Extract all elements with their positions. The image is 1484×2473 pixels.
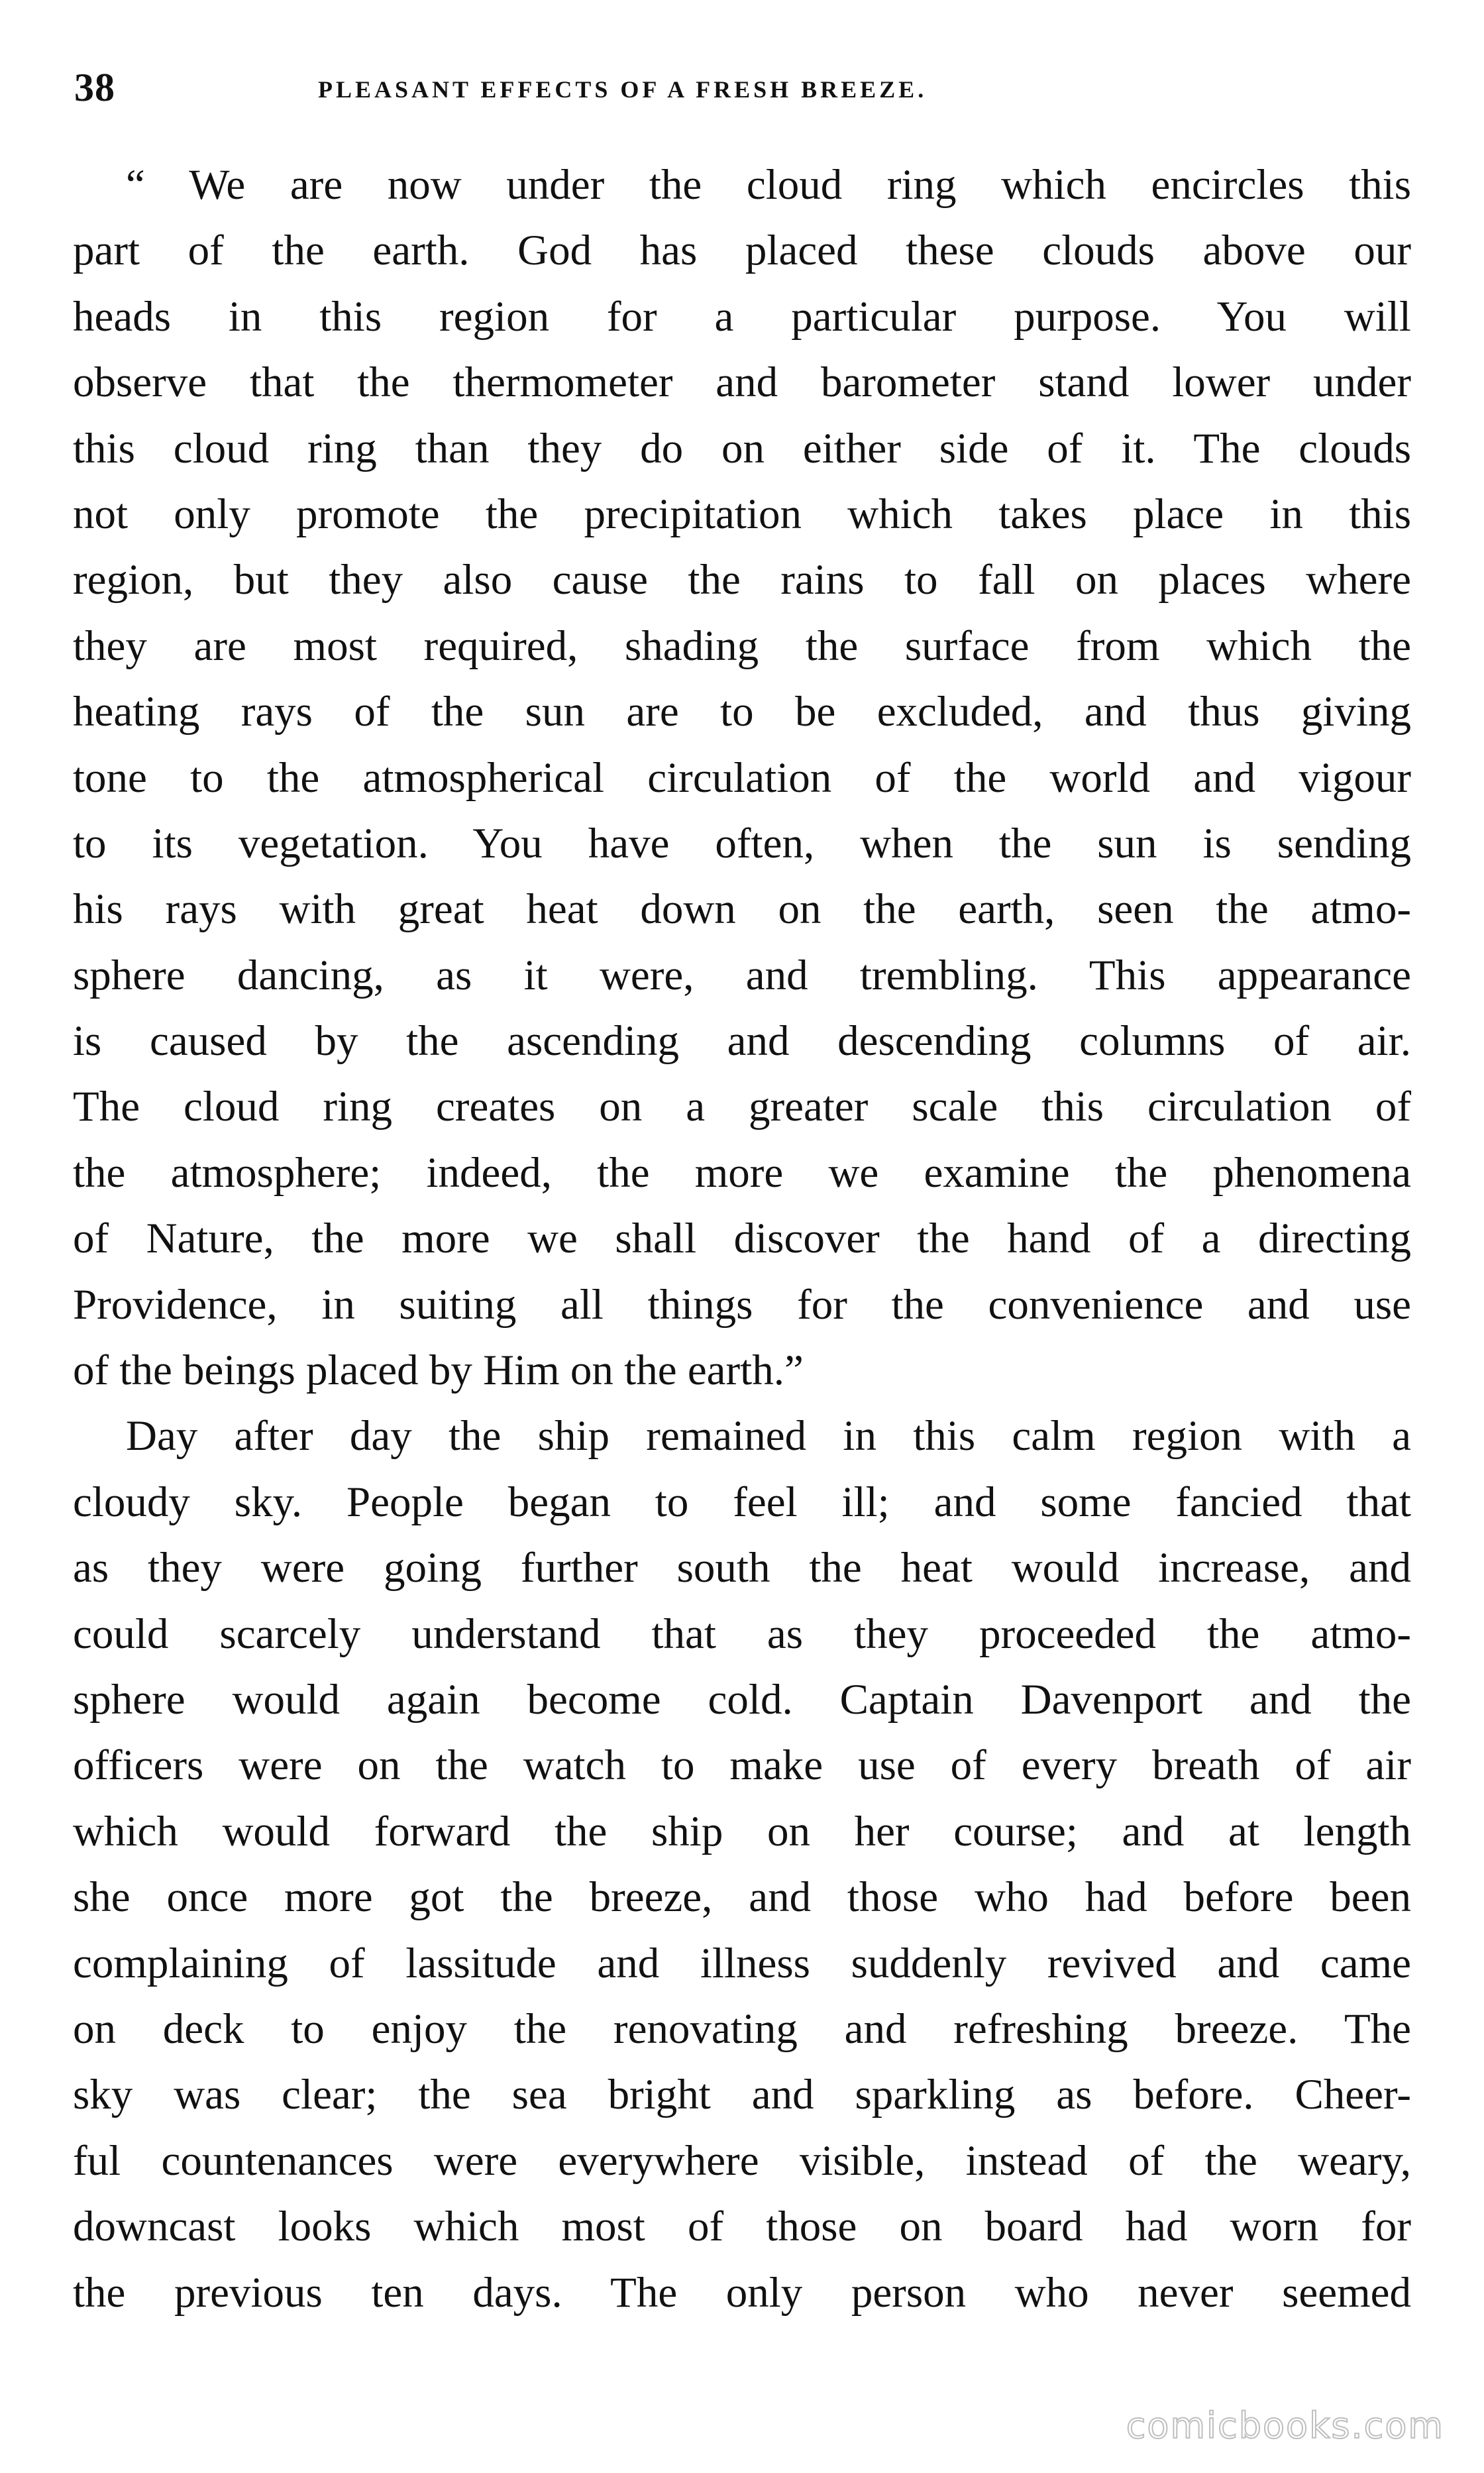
text-line: sphere would again become cold. Captain Davenport and the	[73, 1675, 1411, 1724]
text-line: officers were on the watch to make use of every breath of air	[73, 1741, 1411, 1790]
text-line: to its vegetation. You have often, when the sun is sending	[73, 819, 1411, 867]
body-text	[73, 152, 1411, 2326]
paragraph-quote	[73, 152, 1411, 1403]
text-line: she once more got the breeze, and those who had before been	[73, 1873, 1411, 1922]
text-line: on deck to enjoy the renovating and refreshing breeze. The	[73, 2005, 1411, 2053]
text-line: region, but they also cause the rains to fall on places where	[73, 556, 1411, 604]
text-line: the atmosphere; indeed, the more we examine the phenomena	[73, 1148, 1411, 1197]
text-line: “ We are now under the cloud ring which encircles this	[126, 161, 1411, 209]
text-line: which would forward the ship on her course; and at length	[73, 1807, 1411, 1855]
text-line: tone to the atmospherical circulation of the world and vigour	[73, 753, 1411, 802]
text-line: is caused by the ascending and descending columns of air.	[73, 1017, 1411, 1066]
text-line: heating rays of the sun are to be excluded, and thus giving	[73, 688, 1411, 736]
text-line: part of the earth. God has placed these clouds above our	[73, 227, 1411, 275]
text-line: not only promote the precipitation which takes place in this	[73, 490, 1411, 538]
page-number: 38	[74, 66, 115, 109]
text-line: they are most required, shading the surface from which the	[73, 622, 1411, 670]
text-line: as they were going further south the heat would increase, and	[73, 1544, 1411, 1592]
text-line: sky was clear; the sea bright and sparkling as before. Cheer-	[73, 2071, 1411, 2119]
text-line: could scarcely understand that as they proceeded the atmo-	[73, 1610, 1411, 1658]
text-line: ful countenances were everywhere visible, instead of the weary,	[73, 2136, 1411, 2185]
watermark: comicbooks.com	[1126, 2405, 1444, 2446]
text-line: cloudy sky. People began to feel ill; and some fancied that	[73, 1478, 1411, 1526]
text-line: complaining of lassitude and illness suddenly revived and came	[73, 1939, 1411, 1987]
text-line: Providence, in suiting all things for the convenience and use	[73, 1280, 1411, 1329]
text-line: downcast looks which most of those on board had worn for	[73, 2203, 1411, 2251]
text-line: his rays with great heat down on the earth, seen the atmo-	[73, 885, 1411, 934]
text-line: observe that the thermometer and barometer stand lower under	[73, 358, 1411, 407]
text-line: of Nature, the more we shall discover the hand of a directing	[73, 1215, 1411, 1263]
text-line: heads in this region for a particular purpose. You will	[73, 292, 1411, 341]
paragraph-narrative	[73, 1403, 1411, 2325]
running-title: PLEASANT EFFECTS OF A FRESH BREEZE.	[318, 76, 928, 103]
text-line: of the beings placed by Him on the earth.”	[73, 1346, 804, 1395]
text-line: sphere dancing, as it were, and trembling. This appearance	[73, 951, 1411, 999]
text-line: The cloud ring creates on a greater scale this circulation of	[73, 1083, 1411, 1131]
text-line: the previous ten days. The only person who never seemed	[73, 2268, 1411, 2317]
text-line: this cloud ring than they do on either side of it. The clouds	[73, 424, 1411, 472]
text-line: Day after day the ship remained in this calm region with a	[126, 1412, 1411, 1460]
